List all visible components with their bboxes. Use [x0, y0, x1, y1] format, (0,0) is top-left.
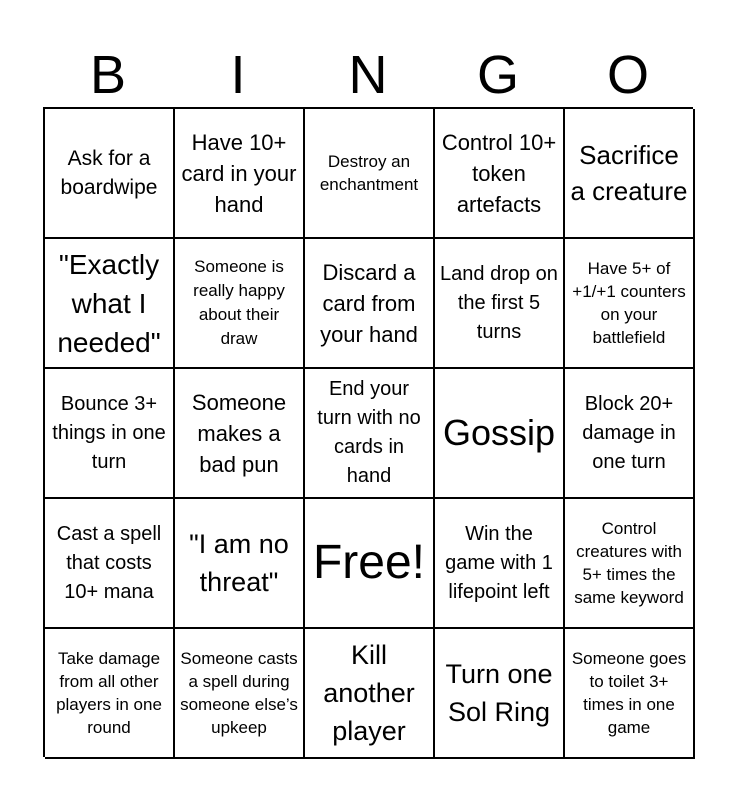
header-letter-o: O [606, 45, 649, 105]
cell-text: "Exactly what I needed" [57, 248, 161, 358]
cell-text: Control creatures with 5+ times the same keyword [574, 519, 684, 607]
bingo-cell[interactable] [305, 369, 435, 499]
cell-text: Someone makes a bad pun [191, 389, 287, 477]
cell-text: Bounce 3+ things in one turn [52, 392, 166, 473]
header-letter-i: I [230, 45, 246, 105]
bingo-cell[interactable] [565, 109, 695, 239]
cell-text: Someone is really happy about their draw [193, 257, 285, 348]
bingo-cell[interactable] [565, 369, 695, 499]
free-space-cell[interactable] [305, 499, 435, 629]
header-letter-n: N [348, 45, 388, 105]
free-space-text: Free! [312, 536, 426, 589]
bingo-cell[interactable] [565, 239, 695, 369]
cell-text: Win the game with 1 lifepoint left [445, 522, 553, 603]
cell-text: Destroy an enchantment [319, 152, 419, 194]
cell-text: Have 5+ of +1/+1 counters on your battlefield [572, 259, 686, 347]
bingo-cell[interactable] [565, 499, 695, 629]
cell-text: Land drop on the first 5 turns [440, 262, 558, 343]
bingo-cell[interactable] [305, 109, 435, 239]
bingo-cell[interactable] [45, 239, 175, 369]
bingo-cell[interactable] [45, 629, 175, 759]
cell-text: Control 10+ token artefacts [441, 129, 557, 217]
bingo-cell[interactable] [45, 109, 175, 239]
cell-text: Sacrifice a creature [570, 140, 688, 206]
header-letter-g: G [476, 45, 519, 105]
bingo-cell[interactable] [175, 499, 305, 629]
bingo-cell[interactable] [175, 629, 305, 759]
bingo-cell[interactable] [305, 239, 435, 369]
cell-text: Someone casts a spell during someone else’s upkeep [180, 649, 298, 737]
cell-text: Have 10+ card in your hand [181, 129, 297, 217]
bingo-cell[interactable] [305, 629, 435, 759]
bingo-cell[interactable] [175, 239, 305, 369]
bingo-cell[interactable] [175, 369, 305, 499]
bingo-cell[interactable] [435, 109, 565, 239]
cell-text: "I am no threat" [189, 529, 289, 597]
cell-text: Turn one Sol Ring [445, 659, 553, 727]
bingo-header [43, 42, 693, 108]
cell-text: Take damage from all other players in one round [56, 649, 162, 737]
bingo-cell[interactable] [435, 629, 565, 759]
cell-text: Kill another player [323, 640, 415, 746]
bingo-cell[interactable] [175, 109, 305, 239]
cell-text: End your turn with no cards in hand [317, 378, 421, 487]
bingo-card-grid [43, 107, 693, 757]
bingo-cell[interactable] [435, 369, 565, 499]
header-letter-b: B [89, 45, 127, 105]
cell-text: Discard a card from your hand [320, 259, 418, 347]
cell-text: Ask for a boardwipe [60, 147, 158, 199]
cell-text: Block 20+ damage in one turn [582, 392, 676, 473]
bingo-cell[interactable] [565, 629, 695, 759]
bingo-cell[interactable] [45, 499, 175, 629]
bingo-cell[interactable] [435, 499, 565, 629]
cell-text: Gossip [442, 412, 556, 453]
bingo-cell[interactable] [45, 369, 175, 499]
cell-text: Someone goes to toilet 3+ times in one game [571, 649, 687, 737]
bingo-cell[interactable] [435, 239, 565, 369]
cell-text: Cast a spell that costs 10+ mana [56, 522, 162, 603]
